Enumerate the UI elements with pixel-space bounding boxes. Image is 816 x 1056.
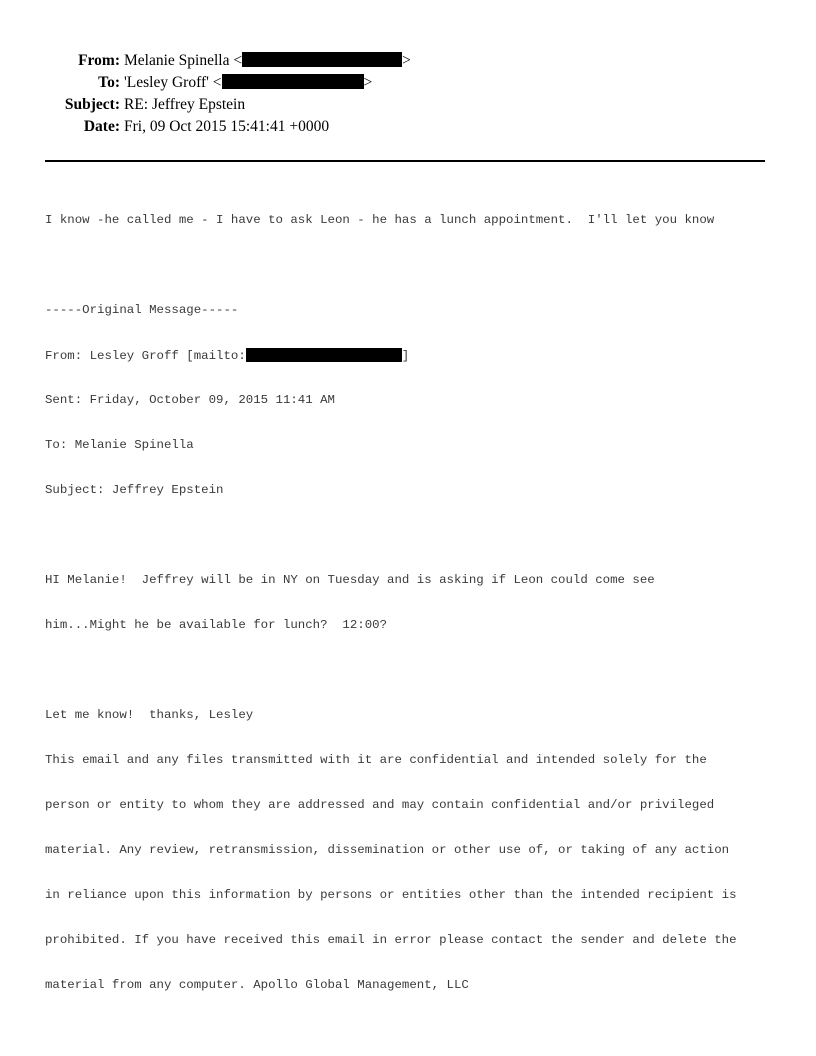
subject-label: Subject: — [64, 96, 120, 113]
original-subject-line: Subject: Jeffrey Epstein — [45, 483, 224, 497]
date-label: Date: — [83, 118, 120, 135]
message-line: HI Melanie! Jeffrey will be in NY on Tuesday and is asking if Leon could come see — [45, 573, 655, 587]
email-body — [45, 183, 785, 1008]
redaction-box — [242, 52, 402, 67]
disclaimer-line: in reliance upon this information by persons or entities other than the intended recipient is — [45, 888, 737, 902]
header-divider — [45, 160, 765, 162]
original-to-line: To: Melanie Spinella — [45, 438, 194, 452]
from-value — [124, 52, 411, 70]
redaction-box — [246, 348, 402, 362]
original-from-prefix: From: Lesley Groff [mailto: — [45, 349, 246, 363]
subject-value: RE: Jeffrey Epstein — [124, 96, 246, 113]
to-name: 'Lesley Groff' < — [124, 74, 222, 91]
disclaimer-line: material. Any review, retransmission, dissemination or other use of, or taking of any action — [45, 843, 730, 857]
original-from-line — [45, 348, 785, 363]
disclaimer-line: person or entity to whom they are addressed and may contain confidential and/or privileged — [45, 798, 715, 812]
disclaimer-line: material from any computer. Apollo Global Management, LLC — [45, 978, 469, 992]
date-value: Fri, 09 Oct 2015 15:41:41 +0000 — [124, 118, 330, 135]
reply-line: I know -he called me - I have to ask Leon - he has a lunch appointment. I'll let you know — [45, 213, 715, 227]
disclaimer-line: This email and any files transmitted with it are confidential and intended solely for the — [45, 753, 707, 767]
to-close: > — [363, 74, 373, 91]
message-line: him...Might he be available for lunch? 12:00? — [45, 618, 388, 632]
redaction-box — [222, 74, 364, 89]
to-label: To: — [98, 74, 120, 91]
from-label: From: — [78, 52, 120, 69]
disclaimer-line: prohibited. If you have received this email in error please contact the sender and delete the — [45, 933, 737, 947]
original-message-marker: -----Original Message----- — [45, 303, 239, 317]
from-name: Melanie Spinella < — [124, 52, 243, 69]
closing-line: Let me know! thanks, Lesley — [45, 708, 254, 722]
original-from-suffix: ] — [401, 349, 410, 363]
original-sent-line: Sent: Friday, October 09, 2015 11:41 AM — [45, 393, 335, 407]
to-value — [124, 74, 372, 92]
from-close: > — [402, 52, 411, 69]
